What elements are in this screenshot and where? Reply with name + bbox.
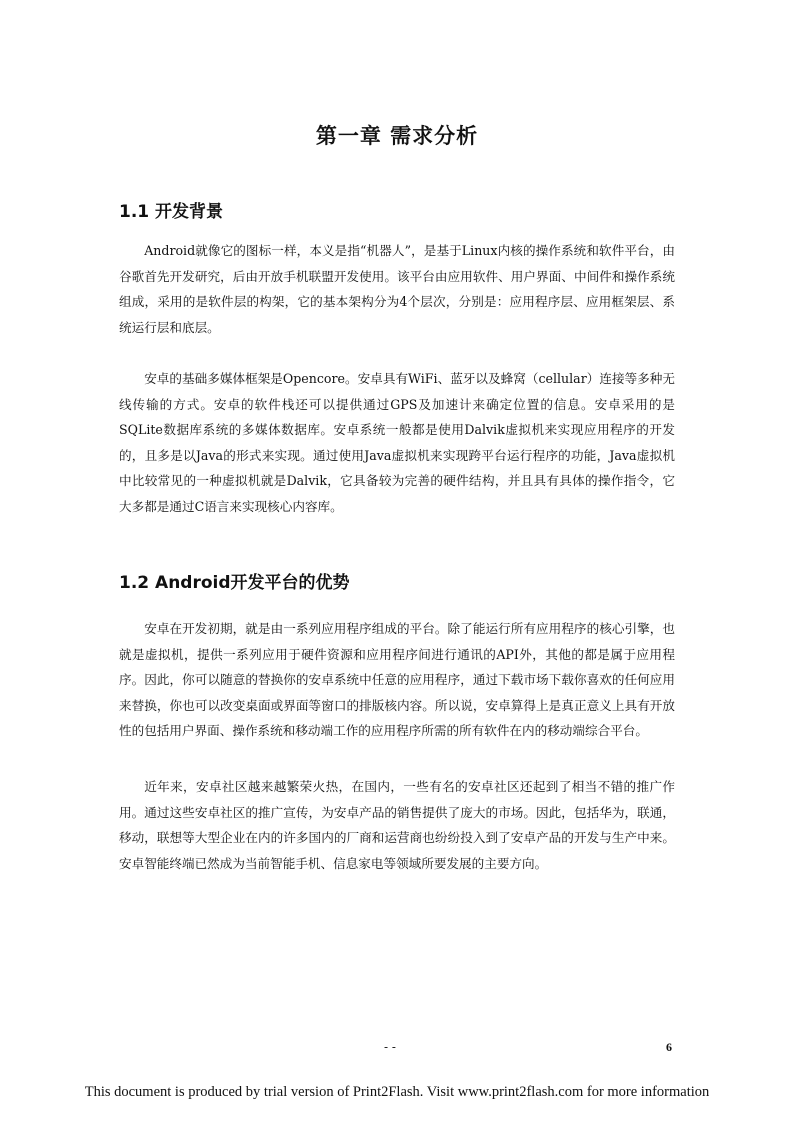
paragraph: 安卓在开发初期，就是由一系列应用程序组成的平台。除了能运行所有应用程序的核心引擎，也就是虚拟机，提供一系列应用于硬件资源和应用程序间进行通讯的API外，其他的都是属于应用程序。因此，你可以随意的替换你的安卓系统中任意的应用程序，通过下载市场下载你喜欢的任何应用来替换，你也可以改变桌面或界面等窗口的排版核内容。所以说，安卓算得上是真正意义上具有开放性的包括用户界面、操作系统和移动端工作的应用程序所需的所有软件在内的移动端综合平台。 bbox=[119, 621, 675, 739]
trial-watermark: This document is produced by trial version of Print2Flash. Visit www.print2flash.com for more information bbox=[84, 1084, 710, 1100]
paragraph: 近年来，安卓社区越来越繁荣火热，在国内，一些有名的安卓社区还起到了相当不错的推广作用。通过这些安卓社区的推广宣传，为安卓产品的销售提供了庞大的市场。因此，包括华为，联通，移动，联想等大型企业在内的许多国内的厂商和运营商也纷纷投入到了安卓产品的开发与生产中来。安卓智能终端已然成为当前智能手机、信息家电等领域所要发展的主要方向。 bbox=[119, 779, 675, 871]
page-number: 6 bbox=[666, 1040, 672, 1054]
footer-dash: - - bbox=[384, 1040, 396, 1054]
paragraph: Android就像它的图标一样，本义是指“机器人”，是基于Linux内核的操作系统和软件平台，由谷歌首先开发研究，后由开放手机联盟开发使用。该平台由应用软件、用户界面、中间件和操作系统组成，采用的是软件层的构架，它的基本架构分为4个层次，分别是：应用程序层、应用框架层、系统运行层和底层。 bbox=[119, 243, 675, 335]
paragraph: 安卓的基础多媒体框架是Opencore。安卓具有WiFi、蓝牙以及蜂窝（cellular）连接等多种无线传输的方式。安卓的软件栈还可以提供通过GPS及加速计来确定位置的信息。安卓采用的是SQLite数据库系统的多媒体数据库。安卓系统一般都是使用Dalvik虚拟机来实现应用程序的开发的，且多是以Java的形式来实现。通过使用Java虚拟机来实现跨平台运行程序的功能，Java虚拟机中比较常见的一种虚拟机就是Dalvik，它具备较为完善的硬件结构，并且具有具体的操作指令，它大多都是通过C语言来实现核心内容库。 bbox=[119, 371, 675, 514]
section-heading-1-2: 1.2 Android开发平台的优势 bbox=[119, 573, 350, 593]
section-heading-1-1: 1.1 开发背景 bbox=[119, 202, 224, 222]
chapter-title: 第一章 需求分析 bbox=[315, 124, 479, 148]
